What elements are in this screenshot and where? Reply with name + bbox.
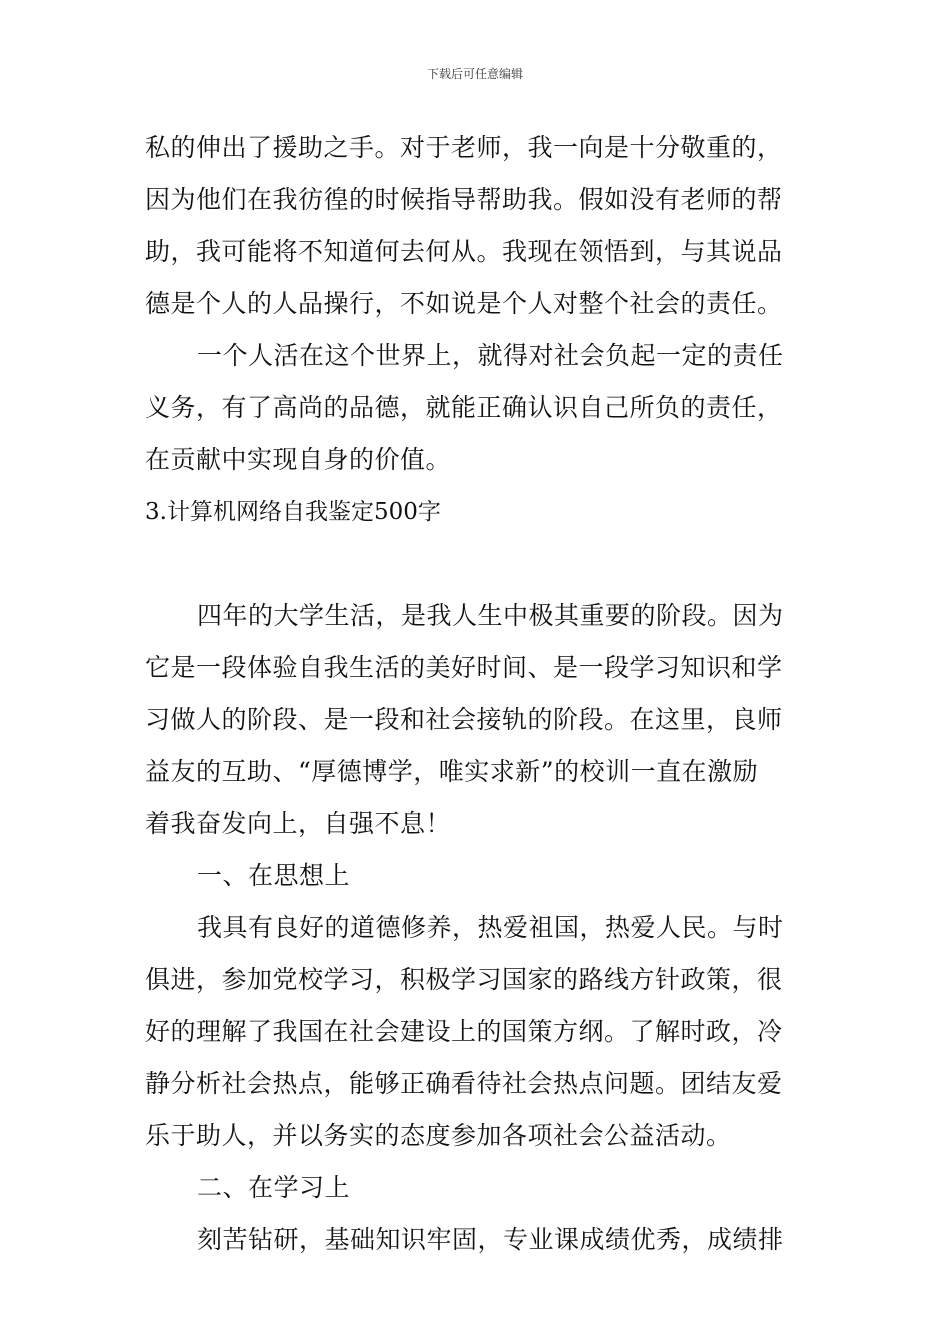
section-title: 3.计算机网络自我鉴定500字 [145,499,441,525]
paragraph-line: 义务，有了高尚的品德，就能正确认识自己所负的责任， [145,393,783,422]
paragraph-line: 着我奋发向上，自强不息！ [145,809,452,838]
page-header: 下载后可任意编辑 [426,67,523,81]
paragraph-line: 俱进，参加党校学习，积极学习国家的路线方针政策，很 [145,965,783,994]
subsection-heading: 一、在思想上 [197,861,351,890]
paragraph-line: 助，我可能将不知道何去何从。我现在领悟到，与其说品 [145,237,783,266]
paragraph-line: 好的理解了我国在社会建设上的国策方纲。了解时政，冷 [145,1017,783,1046]
paragraph-line: 它是一段体验自我生活的美好时间、是一段学习知识和学 [145,653,783,682]
paragraph-line: 乐于助人，并以务实的态度参加各项社会公益活动。 [145,1121,732,1150]
blank-line [145,538,810,590]
paragraph-line: 在贡献中实现自身的价值。 [145,445,452,474]
document-body [145,122,810,1266]
subsection-heading: 二、在学习上 [197,1173,351,1202]
paragraph-line: 益友的互助、“厚德博学，唯实求新”的校训一直在激励 [145,757,759,786]
paragraph-line: 习做人的阶段、是一段和社会接轨的阶段。在这里，良师 [145,705,783,734]
paragraph-line: 静分析社会热点，能够正确看待社会热点问题。团结友爱 [145,1069,783,1098]
paragraph-line: 一个人活在这个世界上，就得对社会负起一定的责任 [197,341,784,370]
paragraph-line: 刻苦钻研，基础知识牢固，专业课成绩优秀，成绩排 [197,1225,784,1254]
paragraph-line: 因为他们在我彷徨的时候指导帮助我。假如没有老师的帮 [145,185,783,214]
paragraph-line: 私的伸出了援助之手。对于老师，我一向是十分敬重的， [145,133,783,162]
paragraph-line: 四年的大学生活，是我人生中极其重要的阶段。因为 [197,601,784,630]
paragraph-line: 我具有良好的道德修养，热爱祖国，热爱人民。与时 [197,913,784,942]
paragraph-line: 德是个人的人品操行，不如说是个人对整个社会的责任。 [145,289,783,318]
